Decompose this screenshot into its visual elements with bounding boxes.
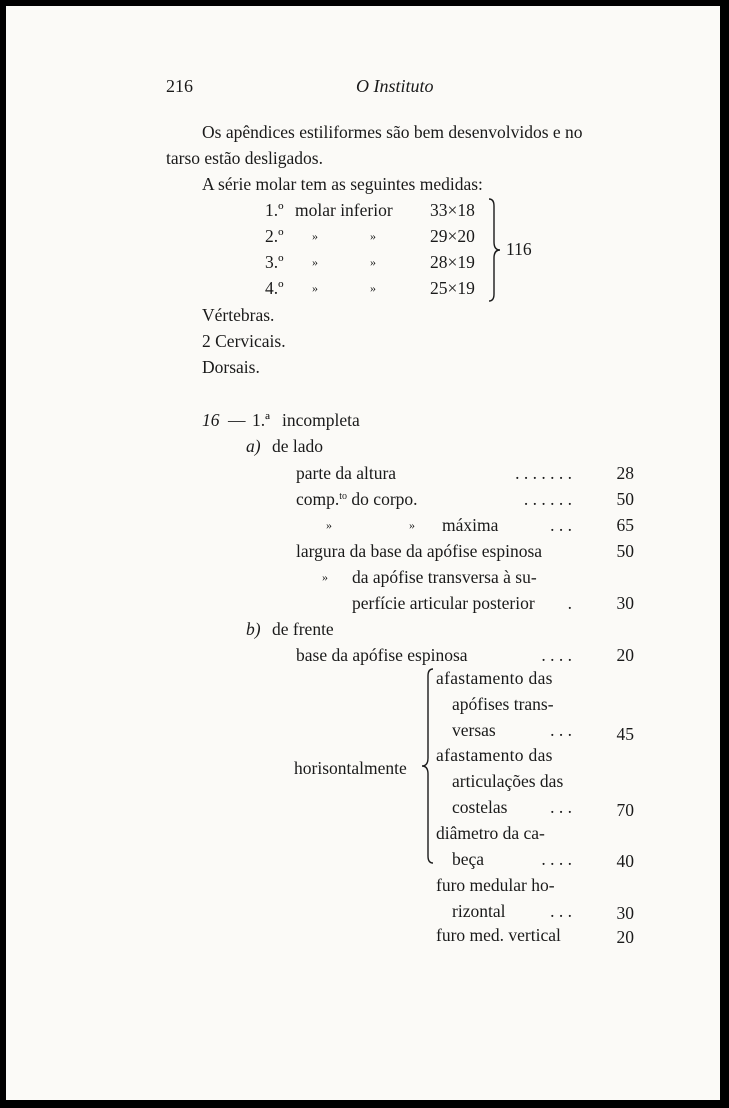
ditto-mark: » (326, 518, 332, 532)
molar-ordinal: 2.º (265, 226, 284, 246)
molar-ordinal: 4.º (265, 278, 284, 298)
section-label: incompleta (282, 410, 360, 430)
paragraph-line: Os apêndices estiliformes são bem desenvolvidos e no (202, 122, 583, 142)
leader-dots: . . . (550, 797, 572, 817)
ditto-mark: » (370, 229, 376, 243)
measure-label: diâmetro da ca- (436, 823, 545, 843)
measure-label: base da apófise espinosa (296, 645, 468, 665)
leader-dots: . . . . (541, 849, 572, 869)
measure-value: 70 (616, 800, 634, 820)
leader-dots: . . . (550, 720, 572, 740)
molar-value: 29×20 (430, 226, 475, 246)
measure-label: afastamento das (436, 745, 553, 765)
measure-label: furo medular ho- (436, 875, 555, 895)
ditto-mark: » (312, 229, 318, 243)
molar-ordinal: 3.º (265, 252, 284, 272)
measure-value: 65 (616, 515, 634, 535)
cervicais-heading: 2 Cervicais. (202, 331, 286, 351)
ditto-mark: » (312, 281, 318, 295)
book-page (6, 6, 720, 1100)
molar-value: 33×18 (430, 200, 475, 220)
measure-label: costelas (452, 797, 508, 817)
left-brace-icon (420, 668, 434, 864)
measure-label: da apófise transversa à su- (352, 567, 537, 587)
leader-dots: . . . . . . . (515, 463, 572, 483)
molar-label: molar inferior (295, 200, 393, 220)
measure-value: 45 (616, 724, 634, 744)
measure-label: articulações das (452, 771, 564, 791)
page-number: 216 (166, 76, 193, 96)
section-ordinal: 1.ª (252, 410, 270, 430)
measure-label: perfície articular posterior (352, 593, 535, 613)
measure-value: 40 (616, 851, 634, 871)
measure-label: parte da altura (296, 463, 397, 483)
measure-label: largura da base da apófise espinosa (296, 541, 543, 561)
measure-label: máxima (442, 515, 499, 535)
horisontal-label: horisontalmente (294, 758, 407, 778)
subsection-label: de lado (272, 436, 324, 456)
measure-label: afastamento das (436, 668, 553, 688)
leader-dots: . (567, 593, 572, 613)
section-dash: — (228, 410, 246, 430)
subsection-letter: a) (246, 436, 261, 456)
measure-label: apófises trans- (452, 694, 554, 714)
subsection-label: de frente (272, 619, 334, 639)
molar-total: 116 (506, 239, 532, 259)
molar-ordinal: 1.º (265, 200, 284, 220)
leader-dots: . . . . (541, 645, 572, 665)
ditto-mark: » (322, 570, 328, 584)
measure-label: comp.$^{to}$ do corpo. (296, 489, 418, 509)
section-number: 16 (202, 410, 220, 430)
leader-dots: . . . (550, 901, 572, 921)
measure-value: 30 (616, 593, 634, 613)
measure-value: 30 (616, 903, 634, 923)
measure-label: beça (452, 849, 485, 869)
leader-dots: . . . . . . (523, 489, 572, 509)
vertebras-heading: Vértebras. (202, 305, 275, 325)
ditto-mark: » (312, 255, 318, 269)
molar-value: 28×19 (430, 252, 475, 272)
running-title: O Instituto (356, 76, 434, 96)
paragraph-line: tarso estão desligados. (166, 148, 323, 168)
leader-dots: . . . (550, 515, 572, 535)
measure-label: rizontal (452, 901, 506, 921)
dorsais-heading: Dorsais. (202, 357, 260, 377)
measure-value: 50 (616, 541, 634, 561)
measure-label: versas (452, 720, 496, 740)
measure-value: 28 (616, 463, 634, 483)
measure-value: 20 (616, 927, 634, 947)
molar-intro: A série molar tem as seguintes medidas: (202, 174, 483, 194)
subsection-letter: b) (246, 619, 261, 639)
ditto-mark: » (370, 255, 376, 269)
right-brace-icon (488, 198, 502, 302)
ditto-mark: » (370, 281, 376, 295)
ditto-mark: » (409, 518, 415, 532)
measure-value: 50 (616, 489, 634, 509)
measure-value: 20 (616, 645, 634, 665)
molar-value: 25×19 (430, 278, 475, 298)
measure-label: furo med. vertical (436, 925, 561, 945)
